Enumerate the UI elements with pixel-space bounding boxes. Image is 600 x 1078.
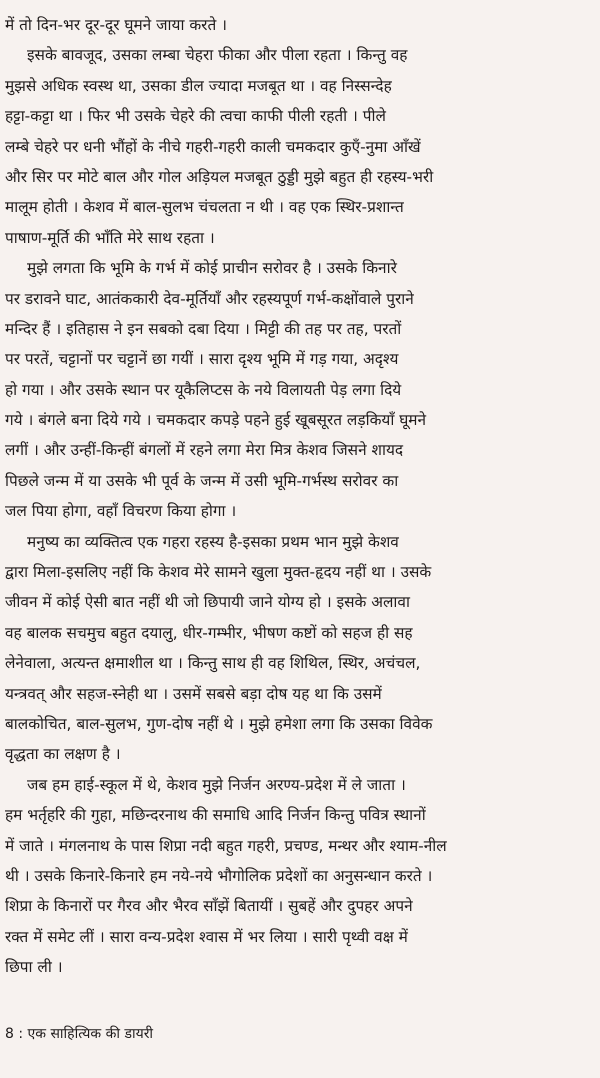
- text-line: मुझसे अधिक स्वस्थ था, उसका डील ज्यादा मजबूत था । वह निस्सन्देह: [5, 76, 392, 95]
- text-line: पिछले जन्म में या उसके भी पूर्व के जन्म में उसी भूमि-गर्भस्थ सरोवर का: [5, 471, 399, 490]
- text-line: इसके बावजूद, उसका लम्बा चेहरा फीका और पीला रहता । किन्तु वह: [27, 46, 408, 65]
- text-line: पर परतें, चट्टानों पर चट्टानें छा गयीं । सारा दृश्य भूमि में गड़ गया, अदृश्य: [5, 350, 399, 369]
- text-line: थी । उसके किनारे-किनारे हम नये-नये भौगोलिक प्रदेशों का अनुसन्धान करते ।: [5, 866, 433, 885]
- text-line: मनुष्य का व्यक्तित्व एक गहरा रहस्य है-इसका प्रथम भान मुझे केशव: [27, 532, 399, 551]
- text-line: बालकोचित, बाल-सुलभ, गुण-दोष नहीं थे । मुझे हमेशा लगा कि उसका विवेक: [5, 714, 433, 733]
- text-line: लेनेवाला, अत्यन्त क्षमाशील था । किन्तु साथ ही वह शिथिल, स्थिर, अचंचल,: [5, 654, 421, 673]
- text-line: हट्टा-कट्टा था । फिर भी उसके चेहरे की त्वचा काफी पीली रहती । पीले: [5, 107, 386, 126]
- text-line: हो गया । और उसके स्थान पर यूकैलिप्टस के नये विलायती पेड़ लगा दिये: [5, 380, 402, 399]
- text-line: मुझे लगता कि भूमि के गर्भ में कोई प्राचीन सरोवर है । उसके किनारे: [27, 259, 397, 278]
- text-line: जीवन में कोई ऐसी बात नहीं थी जो छिपायी जाने योग्य हो । इसके अलावा: [5, 593, 410, 612]
- text-line: लम्बे चेहरे पर धनी भौंहों के नीचे गहरी-गहरी काली चमकदार कुएँ-नुमा आँखें: [5, 137, 421, 156]
- text-line: वह बालक सचमुच बहुत दयालु, धीर-गम्भीर, भीषण कष्टों को सहज ही सह: [5, 623, 413, 642]
- text-line: मन्दिर हैं । इतिहास ने इन सबको दबा दिया । मिट्टी की तह पर तह, परतों: [5, 319, 402, 338]
- page-body-text: [5, 10, 593, 983]
- paragraph: [5, 40, 593, 253]
- text-line: जल पिया होगा, वहाँ विचरण किया होगा ।: [5, 502, 237, 521]
- text-line: रक्त में समेट लीं । सारा वन्य-प्रदेश श्वास में भर लिया । सारी पृथ्वी वक्ष में: [5, 927, 408, 946]
- text-line: गये । बंगले बना दिये गये । चमकदार कपड़े पहने हुई खूबसूरत लड़कियाँ घूमने: [5, 411, 427, 430]
- page-footer: 8 : एक साहित्यिक की डायरी: [5, 1026, 154, 1042]
- text-line: शिप्रा के किनारों पर गैरव और भैरव साँझें बितायीं । सुबहें और दुपहर अपने: [5, 897, 413, 916]
- paragraph: [5, 10, 593, 40]
- text-line: वृद्धता का लक्षण है ।: [5, 745, 121, 764]
- text-line: यन्त्रवत् और सहज-स्नेही था । उसमें सबसे बड़ा दोष यह था कि उसमें: [5, 684, 382, 703]
- text-line: पर डरावने घाट, आतंककारी देव-मूर्तियाँ और रहस्यपूर्ण गर्भ-कक्षोंवाले पुराने: [5, 289, 414, 308]
- text-line: पाषाण-मूर्ति की भाँति मेरे साथ रहता ।: [5, 228, 215, 247]
- text-line: और सिर पर मोटे बाल और गोल अड़ियल मजबूत ठुड्डी मुझे बहुत ही रहस्य-भरी: [5, 167, 434, 186]
- text-line: मालूम होती । केशव में बाल-सुलभ चंचलता न थी । वह एक स्थिर-प्रशान्त: [5, 198, 404, 217]
- paragraph: [5, 253, 593, 527]
- text-line: द्वारा मिला-इसलिए नहीं कि केशव मेरे सामने खुला मुक्त-हृदय नहीं था । उसके: [5, 563, 432, 582]
- paragraph: [5, 527, 593, 770]
- paragraph: [5, 770, 593, 983]
- text-line: जब हम हाई-स्कूल में थे, केशव मुझे निर्जन अरण्य-प्रदेश में ले जाता ।: [27, 775, 406, 794]
- text-line: हम भर्तृहरि की गुहा, मछिन्दरनाथ की समाधि आदि निर्जन किन्तु पवित्र स्थानों: [5, 806, 426, 825]
- text-line: में तो दिन-भर दूर-दूर घूमने जाया करते ।: [5, 16, 227, 34]
- text-line: में जाते । मंगलनाथ के पास शिप्रा नदी बहुत गहरी, प्रचण्ड, मन्थर और श्याम-नील: [5, 836, 447, 855]
- text-line: लगीं । और उन्हीं-किन्हीं बंगलों में रहने लगा मेरा मित्र केशव जिसने शायद: [5, 441, 404, 460]
- text-line: छिपा ली ।: [5, 958, 63, 977]
